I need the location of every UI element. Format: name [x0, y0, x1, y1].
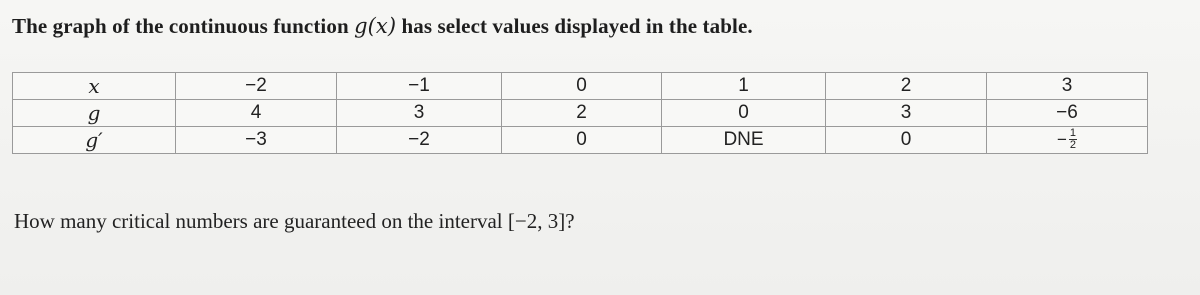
g-cell: 0 [662, 100, 826, 127]
x-cell: −2 [176, 73, 337, 100]
fraction-sign: − [1056, 130, 1067, 149]
g-cell: 4 [176, 100, 337, 127]
x-cell: 3 [987, 73, 1148, 100]
row-label-g: g [13, 100, 176, 127]
fraction [1057, 128, 1077, 151]
g-cell: 3 [826, 100, 987, 127]
row-label-g-prime: g′ [13, 127, 176, 154]
g-prime-cell: DNE [662, 127, 826, 154]
g-prime-cell-fraction [987, 127, 1148, 154]
table-row-x [13, 73, 1148, 100]
problem-statement [12, 14, 753, 39]
statement-text-before: The graph of the continuous function [12, 14, 355, 38]
fraction-numerator: 1 [1069, 127, 1077, 139]
row-label-x: x [13, 73, 176, 100]
x-cell: −1 [337, 73, 502, 100]
fraction-stack [1069, 128, 1077, 151]
x-cell: 0 [502, 73, 662, 100]
g-prime-cell: 0 [826, 127, 987, 154]
values-table [12, 72, 1148, 154]
table-row-g-prime [13, 127, 1148, 154]
x-cell: 2 [826, 73, 987, 100]
statement-text-after: has select values displayed in the table. [396, 14, 753, 38]
table-row-g [13, 100, 1148, 127]
fraction-denominator: 2 [1069, 139, 1077, 151]
g-cell: −6 [987, 100, 1148, 127]
g-cell: 2 [502, 100, 662, 127]
g-prime-cell: −2 [337, 127, 502, 154]
question-text: How many critical numbers are guaranteed on the interval [−2, 3]? [14, 209, 575, 233]
g-prime-cell: −3 [176, 127, 337, 154]
x-cell: 1 [662, 73, 826, 100]
function-notation: g(x) [354, 14, 397, 38]
g-cell: 3 [337, 100, 502, 127]
g-prime-cell: 0 [502, 127, 662, 154]
